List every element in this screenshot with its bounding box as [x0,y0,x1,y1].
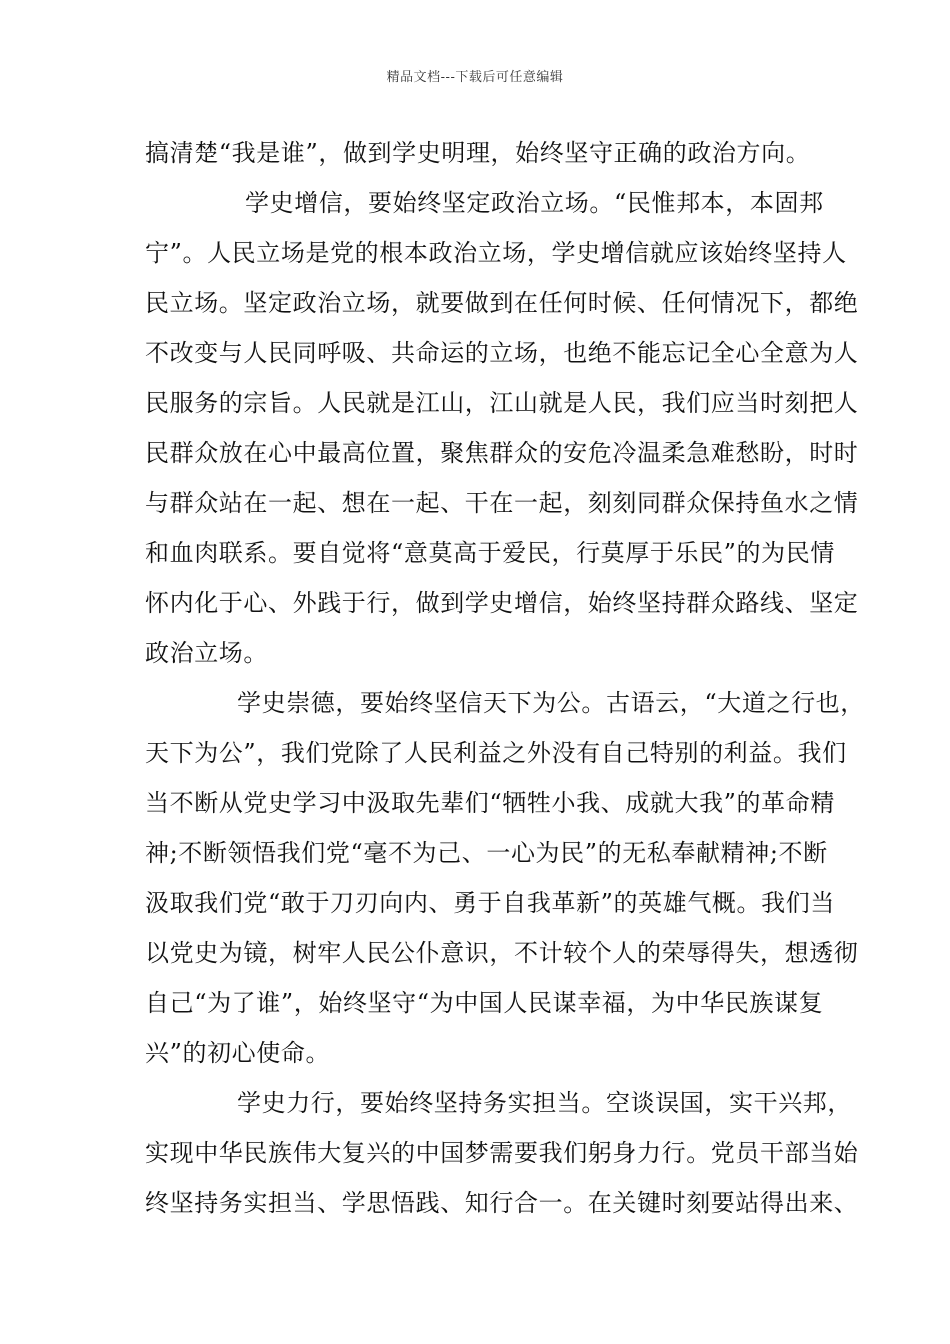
document-body [145,128,865,1228]
paragraph-first-line: 学史崇德，要始终坚信天下为公。古语云，“大道之行也， [237,689,865,717]
paragraph-line: 终坚持务实担当、学思悟践、知行合一。在关键时刻要站得出来、 [145,1189,859,1217]
paragraph-line: 民服务的宗旨。人民就是江山，江山就是人民，我们应当时刻把人 [145,389,859,417]
page-header: 精品文档---下载后可任意编辑 [386,70,564,85]
paragraph-line: 民立场。坚定政治立场，就要做到在任何时候、任何情况下，都绝 [145,289,859,317]
paragraph-line: 兴”的初心使命。 [145,1039,331,1067]
paragraph-line: 搞清楚“我是谁”，做到学史明理，始终坚守正确的政治方向。 [145,139,811,167]
paragraph-first-line: 学史增信，要始终坚定政治立场。“民惟邦本，本固邦 [245,189,824,217]
paragraph-first-line: 学史力行，要始终坚持务实担当。空谈误国，实干兴邦， [237,1089,852,1117]
paragraph-line: 怀内化于心、外践于行，做到学史增信，始终坚持群众路线、坚定 [145,589,859,617]
paragraph-line: 民群众放在心中最高位置，聚焦群众的安危冷温柔急难愁盼，时时 [145,439,859,467]
paragraph-line: 以党史为镜，树牢人民公仆意识，不计较个人的荣辱得失，想透彻 [145,939,859,967]
paragraph-line: 政治立场。 [145,639,268,667]
paragraph-line: 汲取我们党“敢于刀刃向内、勇于自我革新”的英雄气概。我们当 [145,889,835,917]
paragraph-line: 当不断从党史学习中汲取先辈们“牺牲小我、成就大我”的革命精 [145,789,835,817]
paragraph-line: 自己“为了谁”，始终坚守“为中国人民谋幸福，为中华民族谋复 [145,989,824,1017]
paragraph-line: 和血肉联系。要自觉将“意莫高于爱民，行莫厚于乐民”的为民情 [145,539,835,567]
paragraph-line: 与群众站在一起、想在一起、干在一起，刻刻同群众保持鱼水之情 [145,489,859,517]
paragraph-line: 天下为公”，我们党除了人民利益之外没有自己特别的利益。我们 [145,739,847,767]
paragraph-line: 神;不断领悟我们党“毫不为己、一心为民”的无私奉献精神;不断 [145,839,828,867]
paragraph-line: 宁”。人民立场是党的根本政治立场，学史增信就应该始终坚持人 [145,239,847,267]
paragraph-line: 不改变与人民同呼吸、共命运的立场，也绝不能忘记全心全意为人 [145,339,859,367]
paragraph-line: 实现中华民族伟大复兴的中国梦需要我们躬身力行。党员干部当始 [145,1139,859,1167]
